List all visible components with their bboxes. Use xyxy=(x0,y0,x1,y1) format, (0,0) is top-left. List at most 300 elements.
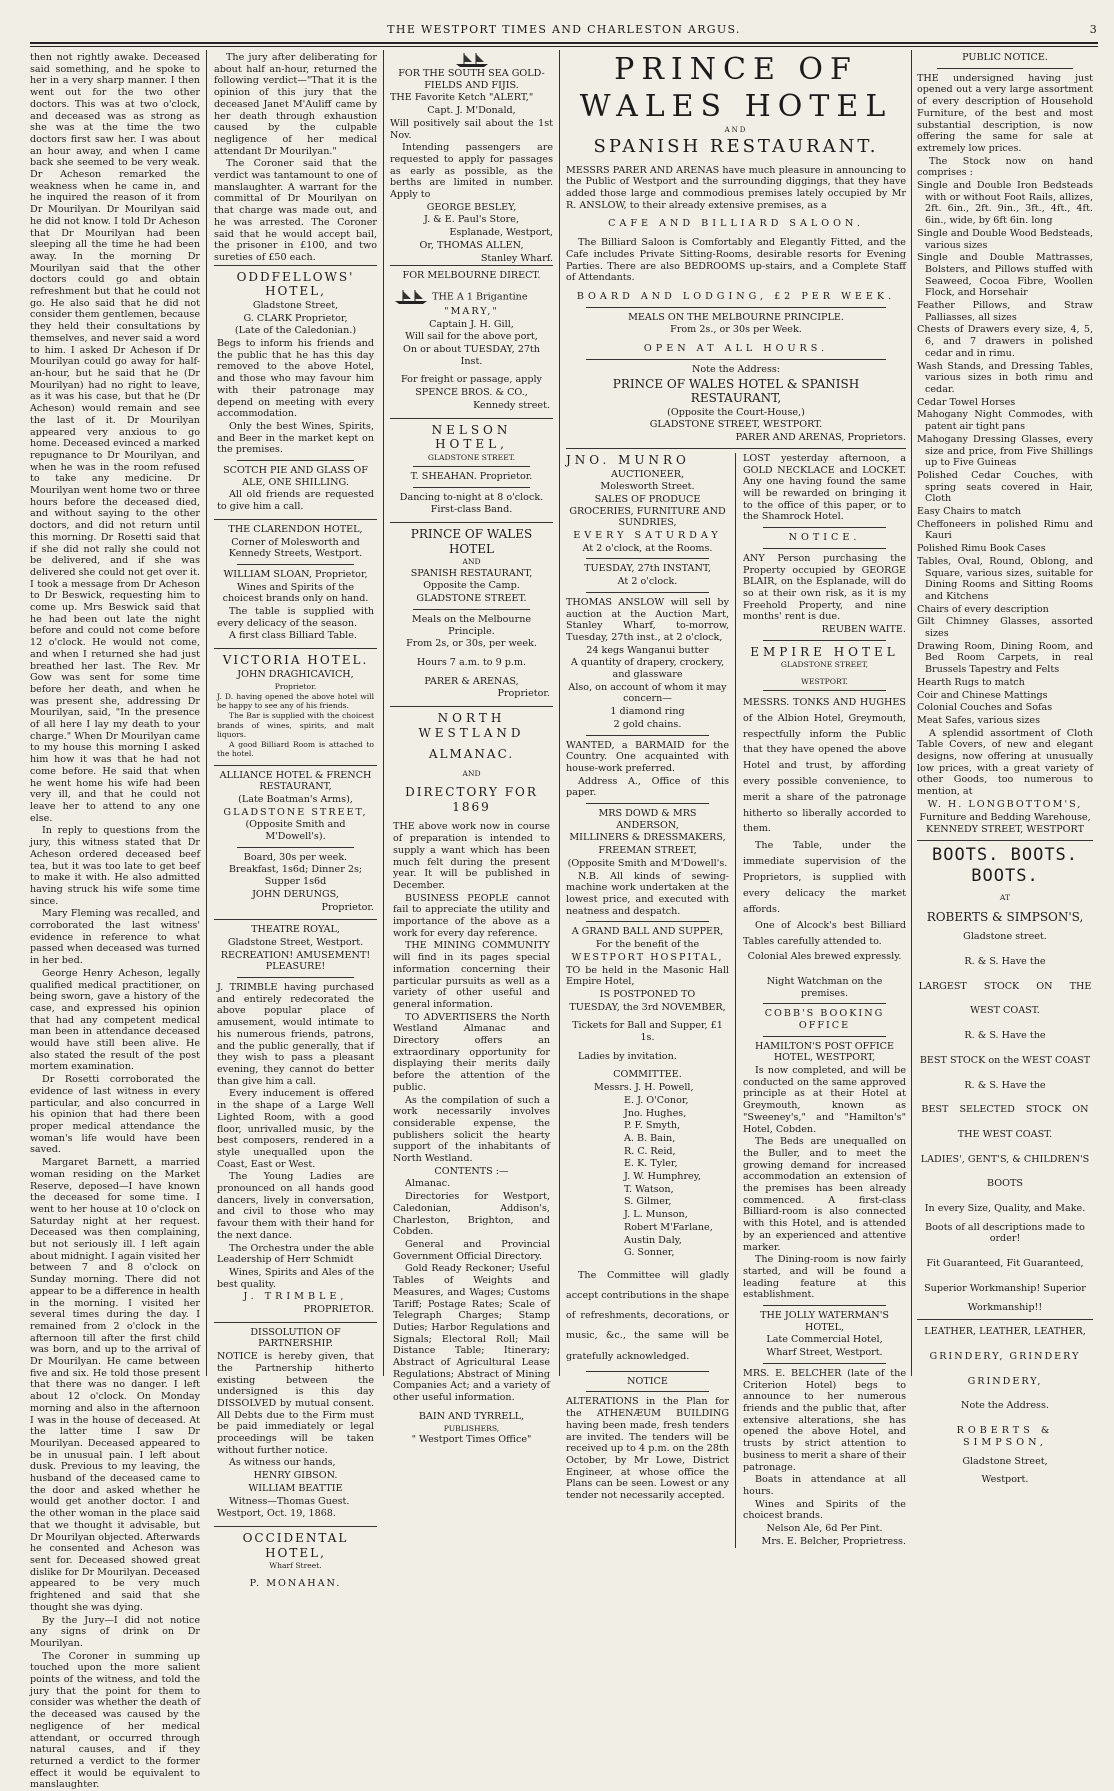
ad-body: BUSINESS PEOPLE cannot fail to appreciate the utility and importance of the above as a work for every day reference. xyxy=(393,892,550,939)
divider xyxy=(917,840,1093,841)
ad-title: VICTORIA HOTEL. xyxy=(222,653,369,668)
ad-title: BOOTS. BOOTS. BOOTS. xyxy=(931,845,1079,886)
ad-line: Proprietor. xyxy=(497,688,550,700)
list-item: Easy Chairs to match xyxy=(917,506,1021,518)
ad-line: The Stock now on hand comprises : xyxy=(917,155,1093,179)
ad-line: BOARD AND LODGING, £2 PER WEEK. xyxy=(576,291,896,302)
ad-body: Address A., Office of this paper. xyxy=(566,775,729,799)
ad-line: Wharf Street, Westport. xyxy=(766,1347,883,1359)
ad-body: Intending passengers are requested to apply for passages as early as possible, as the berths are limited in number. Apply to xyxy=(390,142,553,201)
ad-mary xyxy=(390,265,553,417)
column-rule xyxy=(383,50,384,1376)
ad-line: WESTPORT. xyxy=(801,676,848,686)
ad-line: For the benefit of the xyxy=(595,939,700,951)
ad-body: LOST yesterday afternoon, a GOLD NECKLACE and LOCKET. Any one having found the same will be rewarded on bringing it to the office of this paper, or to the Shamrock Hotel. xyxy=(743,452,906,523)
ad-body: MRS. E. BELCHER (late of the Criterion Hotel) begs to announce to her numerous friends and the public that, after extensive alterations, she has opened the above Hotel, and trusts by strict attention to business to merit a share of their patronage. xyxy=(743,1367,906,1473)
divider xyxy=(237,460,354,461)
list-item: Messrs. J. H. Powell, xyxy=(594,1082,694,1094)
ad-line: ROBERTS & SIMPSON, xyxy=(956,1425,1054,1448)
spacer xyxy=(917,1068,1093,1080)
list-item: Chests of Drawers every size, 4, 5, 6, and 7 drawers in polished cedar and in rimu. xyxy=(917,324,1093,359)
column-4-subcolumns xyxy=(566,448,906,1549)
ad-line: THE WEST COAST. xyxy=(957,1128,1053,1140)
column-rule xyxy=(559,50,560,1376)
column-4-left xyxy=(566,453,729,1549)
ad-body: J. D. having opened the above hotel will be happy to see any of his friends. xyxy=(217,691,374,711)
ad-body: Wines and Spirits of the choicest brands only on hand. xyxy=(222,581,369,605)
ad-signature: P. MONAHAN. xyxy=(249,1577,342,1589)
ad-signature: PROPRIETOR. xyxy=(303,1304,374,1316)
ad-title: ROBERTS & SIMPSON'S, xyxy=(926,909,1084,924)
list-item: Robert M'Farlane, xyxy=(624,1221,713,1233)
ad-body: THE above work now in course of preparation is intended to supply a want which has been much felt during the present year. It will be published in December. xyxy=(393,821,550,891)
column-4 xyxy=(566,52,906,1547)
ad-line: Opposite the Camp. xyxy=(423,580,520,592)
article-paragraph: The Coroner said that the verdict was tantamount to one of manslaughter. A warrant for the committal of Dr Mourilyan on that charge was made out, and he was arrested. The Coroner said that he would accept bail, the prisoner in £100, and two sureties of £50 each. xyxy=(214,158,377,263)
divider xyxy=(586,558,709,559)
ad-signature: WILLIAM BEATTIE xyxy=(248,1482,343,1494)
ad-body: The Committee will gladly accept contributions in the shape of refreshments, decorations, or music, &c., the same will be gratefully acknowledged. xyxy=(566,1269,729,1362)
masthead xyxy=(30,20,1098,40)
divider xyxy=(763,1363,886,1364)
list-item: Single and Double Mattrasses, Bolsters, and Pillows stuffed with Seaweed, Cocoa Fibre, Woollen Flock, and Horsehair xyxy=(917,252,1093,299)
ad-line: At 2 o'clock, at the Rooms. xyxy=(582,542,713,554)
divider xyxy=(763,1305,886,1306)
ad-line: WILLIAM SLOAN, Proprietor, xyxy=(223,568,368,580)
divider xyxy=(586,803,709,804)
ad-line: PARER & ARENAS, xyxy=(424,675,519,687)
ad-line: 1 diamond ring xyxy=(610,706,685,718)
ad-line: MEALS ON THE MELBOURNE PRINCIPLE. xyxy=(628,311,844,323)
ad-body: Every inducement is offered in the shape of a Large Well Lighted Room, with a good floor, unrivalled music, by the best composers, rendered in a style unequalled upon the Coast, East or West. xyxy=(217,1088,374,1170)
spacer xyxy=(917,1043,1093,1055)
ad-body: The table is supplied with every delicacy of the season. xyxy=(217,606,374,629)
list-item: E. K. Tyler, xyxy=(624,1158,678,1170)
ad-line: GLADSTONE STREET. xyxy=(416,593,527,605)
ad-line: G. CLARK Proprietor, xyxy=(243,312,348,324)
ad-line: Also, on account of whom it may concern— xyxy=(568,681,727,705)
ad-line: R. & S. Have the xyxy=(964,956,1046,968)
divider xyxy=(586,307,886,308)
list-item: T. Watson, xyxy=(624,1183,674,1195)
ad-alliance xyxy=(214,765,377,920)
ad-title: OCCIDENTAL HOTEL, xyxy=(242,1531,349,1560)
list-item: J. W. Humphrey, xyxy=(624,1171,701,1183)
divider xyxy=(763,548,886,549)
ad-body: Directories for Westport, Caledonian, Addison's, Charleston, Brighton, and Cobden. xyxy=(393,1191,550,1238)
ad-line: R. & S. Have the xyxy=(964,1030,1046,1042)
ad-line: On or about TUESDAY, 27th Inst. xyxy=(403,344,540,367)
ad-victoria xyxy=(214,648,377,764)
spacer xyxy=(917,1092,1093,1104)
ad-line: Boots of all descriptions made to order! xyxy=(925,1221,1085,1245)
ad-body: The Bar is supplied with the choicest brands of wines, spirits, and malt liquors. xyxy=(217,711,374,739)
ad-body: The Table, under the immediate supervision of the Proprietors, is supplied with every delicacy the market affords. xyxy=(743,840,906,915)
article-paragraph: Margaret Barnett, a married woman residing on the Market Reserve, deposed—I have known the deceased for some time. I went to her house at 10 o'clock on Saturday night at her request. Deceased was then complaining, but not seriously ill. I left again about midnight. I again visited her between 7 and 8 o'clock on Sunday morning. There did not appear to be a difference in health in the morning. I visited her several times during the day. I remained from 2 o'clock in the afternoon till after the first child was born, and up to the arrival of Dr Mourilyan. He came between five and six. He told those present that there was no danger. I left about 12 o'clock. On Monday morning and also in the afternoon I was in the house of deceased. At the latter time I saw Dr Mourilyan. Deceased appeared to be in unusual pain. I left about dusk. Previous to my leaving, the husband of the deceased came to the door and asked whether he would get another doctor. I and the other woman in the place said that we thought it advisable, but Dr Mourilyan objected. Afterwards he consented and Acheson was sent for. Deceased showed great dislike for Dr Mourilyan. Deceased appeared to be very much frightened and said that she thought she was dying. xyxy=(30,1157,200,1613)
ad-title: NOTICE. xyxy=(788,532,861,544)
list-item: G. Sonner, xyxy=(624,1247,675,1259)
ad-line: First-class Band. xyxy=(430,504,513,516)
divider xyxy=(586,1391,709,1392)
article-paragraph: The jury after deliberating for about half an-hour, returned the following verdict—"That it is the opinion of this jury that the deceased Janet M'Auliff came by her death through exhaustion caused by the culpable negligence of her medical attendant Dr Mourilyan." xyxy=(214,52,377,157)
spacer xyxy=(917,1364,1093,1376)
divider xyxy=(413,466,530,467)
ad-line: Proprietor. xyxy=(274,681,317,691)
divider xyxy=(586,1371,709,1372)
divider xyxy=(237,564,354,565)
ad-line: LEATHER, LEATHER, LEATHER, xyxy=(924,1326,1086,1338)
divider xyxy=(586,359,886,360)
list-item: Single and Double Iron Bedsteads with or without Foot Rails, allizes, 2ft. 6in., 2ft. 9in., 3ft., 4ft., 4ft. 6in., wide, by 6ft 6in. long xyxy=(917,180,1093,227)
list-item: Chairs of every description xyxy=(917,603,1049,615)
ad-body: Wines and Spirits of the choicest brands. xyxy=(743,1498,906,1522)
spacer xyxy=(917,1166,1093,1178)
ad-line: EVERY SATURDAY xyxy=(573,530,722,542)
ad-body: The Billiard Saloon is Comfortably and Elegantly Fitted, and the Cafe includes Private Sitting-Rooms, desirable resorts for Evening Parties. There are also BEDROOMS up-stairs, and a Complete Staff of Attendants. xyxy=(566,237,906,284)
ad-line: SPANISH RESTAURANT, xyxy=(410,567,533,579)
ad-line: (Late of the Caledonian.) xyxy=(234,325,357,337)
ad-line: MILLINERS & DRESSMAKERS, xyxy=(569,832,726,844)
ad-line: CAFE AND BILLIARD SALOON. xyxy=(608,218,864,230)
ad-line: GEORGE BESLEY, xyxy=(426,201,517,213)
ad-line: AT xyxy=(999,893,1011,903)
ad-oddfellows xyxy=(214,265,377,519)
spacer xyxy=(917,1018,1093,1030)
ad-line: Gladstone Street, xyxy=(252,299,339,311)
ad-title: NOTICE xyxy=(627,1375,668,1387)
spacer xyxy=(917,1271,1093,1283)
column-rule xyxy=(911,50,912,1376)
committee-list xyxy=(566,1082,729,1259)
ad-line: CONTENTS :— xyxy=(434,1165,509,1177)
ad-nelson xyxy=(390,418,553,523)
masthead-rule xyxy=(30,42,1098,44)
ad-line: (Late Boatman's Arms), xyxy=(238,793,353,805)
ad-signature: HENRY GIBSON. xyxy=(253,1470,338,1482)
ad-line: WEST COAST. xyxy=(970,1005,1040,1017)
spacer xyxy=(917,1246,1093,1258)
ad-title: HAMILTON'S POST OFFICE HOTEL, WESTPORT, xyxy=(754,1040,895,1064)
ad-body: MESSRS. TONKS AND HUGHES of the Albion Hotel, Greymouth, respectfully inform the Public that they have opened the above Hotel and trust, by affording every possible convenience, to merit a share of the patronage hitherto so liberally accorded to them. xyxy=(743,696,906,835)
ad-line: OPEN AT ALL HOURS. xyxy=(643,343,829,355)
ad-body: NOTICE is hereby given, that the Partnership hitherto existing between the undersigned is this day DISSOLVED by mutual consent. All Debts due to the Firm must be paid immediately or legal proceedings will be taken without further notice. xyxy=(217,1351,374,1456)
ad-title: ALMANAC. xyxy=(428,747,515,762)
ad-body: THE Favorite Ketch "ALERT," xyxy=(390,92,534,104)
ad-title: THEATRE ROYAL, xyxy=(251,924,340,936)
ad-line: AND xyxy=(724,126,748,135)
ad-subtitle: SPANISH RESTAURANT. xyxy=(593,135,879,157)
article-paragraph: The Coroner in summing up touched upon the more salient points of the witness, and told the jury that the point for them to consider was whether the death of the deceased was caused by the negligence of her medical attendant, or occurred through natural causes, and if they returned a verdict to the former effect it would be equivalent to manslaughter. xyxy=(30,1650,200,1791)
ad-body: A good Billiard Room is attached to the hotel. xyxy=(217,740,374,759)
column-rule xyxy=(206,50,207,1376)
divider xyxy=(413,609,530,610)
divider xyxy=(763,1003,886,1004)
ad-body: J. TRIMBLE having purchased and entirely redecorated the above popular place of amusement, would intimate to his numerous friends, patrons, and the public generally, that if they wish to pass a pleasant evening, they cannot do better than give him a call. xyxy=(217,982,374,1087)
article-paragraph: By the Jury—I did not notice any signs of drink on Dr Mourilyan. xyxy=(30,1614,200,1649)
ad-line: Molesworth Street. xyxy=(600,481,695,493)
ad-line: R. & S. Have the xyxy=(964,1079,1046,1091)
ad-line: Breakfast, 1s6d; Dinner 2s; Supper 1s6d xyxy=(228,864,363,888)
ad-body: ANY Person purchasing the Property occupied by GEORGE BLAIR, on the Esplanade, will do so at their own risk, as it is my Freehold Property, and nine months' rent is due. xyxy=(743,552,906,623)
list-item: Wash Stands, and Dressing Tables, various sizes in both rimu and cedar. xyxy=(917,360,1093,395)
ad-title: PUBLIC NOTICE. xyxy=(962,52,1048,63)
ad-line: Gladstone Street, xyxy=(962,1455,1048,1467)
ad-line: GRINDERY, xyxy=(967,1375,1043,1387)
ad-body: THE undersigned having just opened out a very large assortment of every description of Household Furniture, of the best and most substantial description, is now offering the same for sale at extremely low prices. xyxy=(917,72,1093,154)
ad-line: Ladies by invitation. xyxy=(578,1050,677,1062)
ad-line: KENNEDY STREET, WESTPORT xyxy=(926,824,1084,836)
divider xyxy=(413,487,530,488)
ad-theatre xyxy=(214,919,377,1322)
list-item: Coir and Chinese Mattings xyxy=(917,689,1048,701)
ad-body: The Beds are unequalled on the Buller, and to meet the growing demand for increased accommodation an extension of the premises has been already commenced. A first-class Billiard-room is also connected with this Hotel, and is attended by an experienced and attentive marker. xyxy=(743,1136,906,1253)
column-5 xyxy=(917,52,1093,1486)
spacer xyxy=(917,969,1093,981)
list-item: E. J. O'Conor, xyxy=(624,1094,689,1106)
ad-body: The Young Ladies are pronounced on all hands good dancers, lively in conversation, and civil to those who may favour them with their hand for the next dance. xyxy=(217,1171,374,1241)
ad-line: (Opposite Smith and M'Dowell's. xyxy=(567,857,728,869)
ad-body: Is now completed, and will be conducted on the same approved principle as at their Hotel at Greymouth, known as "Sweeney's," and "Hamilton's" Hotel, Cobden. xyxy=(743,1065,906,1135)
ad-body: The Orchestra under the able Leadership of Herr Schmidt xyxy=(217,1242,374,1266)
ad-line: JOHN DRAGHICAVICH, xyxy=(237,668,354,680)
ad-line: PRINCE OF WALES HOTEL & SPANISH RESTAURANT, xyxy=(612,376,860,406)
ad-body: The Dining-room is now fairly started, and will be found a leading feature at this establishment. xyxy=(743,1254,906,1301)
ad-line: COMMITTEE. xyxy=(613,1069,682,1081)
ad-title: FOR MELBOURNE DIRECT. xyxy=(402,270,541,282)
ad-line: IS POSTPONED TO xyxy=(599,988,696,1000)
ad-almanac xyxy=(390,706,553,1451)
ad-line: BEST STOCK on the WEST COAST xyxy=(919,1054,1091,1066)
article-paragraph: then not rightly awake. Deceased said something, and he spoke to her in a very sharp manner. I then went out for the two other doctors. This was at two o'clock, and deceased was as strong as she was at the time the two doctors first saw her. I was about an hour away, and when I came back she seemed to be very weak. Dr Acheson remarked the weakness when he came in, and he inquired the reason of it from Dr Mourilyan. Dr Mourilyan said he did not know. I told Dr Acheson that Dr Mourilyan had been sleeping all the time he had been away. In the morning Dr Mourilyan said that the other doctors could go and obtain refreshment but that he could not go. He also said that he did not consider them gentlemen, because they held their consultations by themselves, and never said a word to him. I asked Dr Acheson if Dr Mourilyan could go away for half-an-hour, but he said that he (Dr Mourilyan) had no right to leave, as it was his case, but that he (Dr Acheson) would remain and see the last of it. Dr Mourilyan appeared very anxious to go home. Deceased evinced a marked repugnance to Dr Mourilyan, and when he was in the room refused to take any medicine. Dr Mourilyan went home two or three hours before the deceased died, and without saying to the other doctors, and did not return until this morning. Dr Rosetti said that if she did not rally she could not be delivered, and if she was delivered she could not get over it. I took a message from Dr Acheson to Dr Beswick, requesting him to come up. Mrs Beswick said that he had been out late the night before and could not come before 12 o'clock. He would not come, and when I returned she had just breathed her last. The Rev. Mr Gow was sent for some time before her death, and when he was present she, addressing Dr Mourilyan, said, "In the presence of all here I lay my death to your charge." When Dr Mourilyan came to my house this morning I asked him how it was that he had not come before. He said that when he went home his wife had been very ill, and that he could not leave her to attend to any one else. xyxy=(30,52,200,824)
spacer xyxy=(917,1191,1093,1203)
ad-prince-of-wales xyxy=(566,52,906,444)
ad-line: PUBLISHERS, xyxy=(443,1423,500,1433)
list-item: Hearth Rugs to match xyxy=(917,676,1025,688)
ad-line: Stanley Wharf. xyxy=(480,252,553,264)
ad-body: Only the best Wines, Spirits, and Beer in the market kept on the premises. xyxy=(217,420,374,456)
ad-body: TO ADVERTISERS the North Westland Almanac and Directory offers an extraordinary opportunity for displaying their merits daily before the attention of the public. xyxy=(393,1011,550,1093)
ad-signature: J. TRIMBLE, xyxy=(243,1291,348,1303)
spacer xyxy=(917,944,1093,956)
list-item: Polished Rimu Book Cases xyxy=(917,543,1046,555)
ad-line: (Opposite the Court-House,) xyxy=(667,406,805,418)
list-item: Feather Pillows, and Straw Palliasses, all sizes xyxy=(917,300,1093,323)
ad-body: Will positively sail about the 1st Nov. xyxy=(390,117,553,141)
ad-title: EMPIRE HOTEL xyxy=(750,644,899,659)
ad-body: Boats in attendance at all hours. xyxy=(743,1474,906,1497)
ad-line: Note the Address: xyxy=(691,363,781,375)
ad-line: Board, 30s per week. xyxy=(243,851,348,863)
list-item: S. Gilmer, xyxy=(624,1196,672,1208)
article-paragraph: Dr Rosetti corroborated the evidence of last witness in every particular, and also concurred in his opinion that had there been proper medical attendance the woman's life would have been saved. xyxy=(30,1074,200,1156)
ad-line: Captain J. H. Gill, xyxy=(429,318,514,330)
ad-line: AND xyxy=(462,768,481,778)
ad-body: One of Alcock's best Billiard Tables carefully attended to. xyxy=(743,920,906,948)
ad-body: THOMAS ANSLOW will sell by auction at the Auction Mart, Stanley Wharf, to-morrow, Tuesday, 27th inst., at 2 o'clock, xyxy=(566,596,729,643)
divider xyxy=(237,847,354,848)
column-2 xyxy=(214,52,377,1589)
ad-clarendon xyxy=(214,519,377,648)
list-item: A. B. Bain, xyxy=(624,1132,676,1144)
spacer xyxy=(917,1339,1093,1351)
ad-line xyxy=(393,289,550,305)
ad-line: GLADSTONE STREET. xyxy=(427,452,516,462)
ad-line: Note the Address. xyxy=(961,1400,1049,1412)
list-item: Drawing Room, Dining Room, and Bed Room Carpets, in real Brussels Tapestry and Felts xyxy=(917,640,1093,676)
ad-line: Tickets for Ball and Supper, £1 1s. xyxy=(572,1020,723,1044)
ad-signature: REUBEN WAITE. xyxy=(821,624,906,636)
ad-line: Westport, Oct. 19, 1868. xyxy=(217,1508,336,1520)
ad-body: General and Provincial Government Official Directory. xyxy=(393,1239,550,1262)
ad-line: In every Size, Quality, and Make. xyxy=(924,1203,1086,1215)
list-item: Jno. Hughes, xyxy=(624,1107,687,1119)
ad-body: THE A 1 Brigantine xyxy=(432,291,528,303)
ad-line: 24 kegs Wanganui butter xyxy=(586,644,709,656)
ad-body: All old friends are requested to give him a call. xyxy=(217,489,374,513)
ad-line: FREEMAN STREET, xyxy=(598,845,697,857)
ad-line: BOOTS xyxy=(987,1178,1023,1190)
ad-line: PARER AND ARENAS, Proprietors. xyxy=(735,432,906,444)
page-number: 3 xyxy=(1089,23,1098,36)
ad-line: BAIN AND TYRRELL, xyxy=(418,1410,525,1422)
ad-line: Superior Workmanship! Superior xyxy=(924,1282,1086,1294)
ad-line: Fit Guaranteed, Fit Guaranteed, xyxy=(926,1258,1084,1270)
ship-icon-row xyxy=(390,52,553,68)
ad-line: Nelson Ale, 6d Per Pint. xyxy=(766,1523,883,1535)
list-item: Gilt Chimney Glasses, assorted sizes xyxy=(917,616,1093,640)
ad-line: Corner of Molesworth and Kennedy Streets, Westport. xyxy=(228,536,363,560)
ad-body: N.B. All kinds of sewing-machine work undertaken at the lowest price, and executed with neatness and despatch. xyxy=(566,870,729,917)
list-item: A splendid assortment of Cloth Table Covers, of new and elegant designs, now offering at unusually low prices, with a great variety of other Goods, too numerous to mention, at xyxy=(917,727,1093,798)
ad-line: AUCTIONEER, xyxy=(610,468,685,480)
ad-body: MESSRS PARER AND ARENAS have much pleasure in announcing to the Public of Westport and the surrounding diggings, that they have added those large and commodious premises lately occupied by Mr R. ANSLOW, to their already extensive premises, as a xyxy=(566,164,906,211)
list-item: Colonial Couches and Sofas xyxy=(917,702,1053,714)
spacer xyxy=(917,1142,1093,1154)
divider xyxy=(586,921,709,922)
ad-line: WESTPORT HOSPITAL, xyxy=(571,951,724,963)
ad-title: A GRAND BALL AND SUPPER, xyxy=(571,926,724,938)
ad-line: Capt. J. M'Donald, xyxy=(427,105,516,117)
ad-title: DISSOLUTION OF PARTNERSHIP. xyxy=(250,1326,341,1350)
ad-body: Wines, Spirits and Ales of the best quality. xyxy=(217,1266,374,1290)
ad-line: Will sail for the above port, xyxy=(405,331,538,343)
list-item: Single and Double Wood Bedsteads, various sizes xyxy=(917,227,1093,251)
ad-line: Wharf Street. xyxy=(269,1561,322,1571)
divider xyxy=(763,640,886,641)
divider xyxy=(937,68,1073,69)
ad-prince-of-wales-small xyxy=(390,522,553,706)
ad-title: THE JOLLY WATERMAN'S HOTEL, xyxy=(760,1310,889,1333)
ad-line: GLADSTONE STREET, WESTPORT. xyxy=(649,419,823,431)
ad-title: SCOTCH PIE AND GLASS OF ALE, ONE SHILLING. xyxy=(223,465,368,488)
article-paragraph: In reply to questions from the jury, this witness stated that Dr Acheson ordered deceased beef tea, but it was too late to get beef to make it with. He also admitted having struck his wife some time since. xyxy=(30,825,200,907)
ad-line: Colonial Ales brewed expressly. xyxy=(747,951,902,963)
ad-line: TUESDAY, 27th INSTANT, xyxy=(584,563,711,575)
ad-line: " Westport Times Office" xyxy=(411,1433,532,1445)
divider xyxy=(763,690,886,691)
ad-body: A first class Billiard Table. xyxy=(229,630,357,642)
ad-line: Gladstone Street, Westport. xyxy=(227,936,364,948)
ad-line: LARGEST STOCK ON THE xyxy=(918,980,1092,992)
ad-line: SPENCE BROS. & CO., xyxy=(415,387,528,399)
spacer xyxy=(917,1388,1093,1400)
ad-line: From 2s., or 30s per Week. xyxy=(670,324,802,336)
column-4-right xyxy=(743,453,906,1549)
ad-title: FOR THE SOUTH SEA GOLD-FIELDS AND FIJIS. xyxy=(398,68,545,91)
ad-title: W. H. LONGBOTTOM'S, xyxy=(927,798,1083,810)
list-item: J. L. Munson, xyxy=(624,1209,688,1221)
ad-line: Esplanade, Westport, xyxy=(449,227,553,239)
divider xyxy=(237,977,354,978)
spacer xyxy=(917,1117,1093,1129)
list-item: Mahogany Dressing Glasses, every size and price, from Five Shillings up to Five Guineas xyxy=(917,433,1093,469)
ad-line: For freight or passage, apply xyxy=(401,374,542,386)
list-item: Austin Daly, xyxy=(624,1234,682,1246)
list-item: Cheffoneers in polished Rimu and Kauri xyxy=(917,518,1093,542)
ad-signature: Mrs. E. Belcher, Proprietress. xyxy=(761,1535,906,1547)
divider xyxy=(917,1319,1093,1320)
ad-line: At 2 o'clock. xyxy=(617,576,678,588)
list-item: Mahogany Night Commodes, with patent air tight pans xyxy=(917,409,1093,433)
ad-line: 2 gold chains. xyxy=(613,718,682,730)
ad-line: T. SHEAHAN. Proprietor. xyxy=(410,471,533,483)
divider xyxy=(586,592,709,593)
list-item: Polished Cedar Couches, with spring seats covered in Hair, Cloth xyxy=(917,469,1093,505)
ad-line: Witness—Thomas Guest. xyxy=(229,1495,350,1507)
article-paragraph: Mary Fleming was recalled, and corroborated the last witness' evidence in reference to what passed when deceased was turned in her bed. xyxy=(30,908,200,967)
ad-line: As witness our hands, xyxy=(229,1457,336,1469)
ad-title: PRINCE OF WALES HOTEL xyxy=(410,527,533,556)
column-3 xyxy=(390,52,553,1445)
article-paragraph: George Henry Acheson, legally qualified medical practitioner, on being sworn, gave a history of the case, and expressed his opinion that had any competent medical man been in attendance deceased would have still been alive. He also stated the result of the post mortem examination. xyxy=(30,967,200,1073)
ad-body: THE MINING COMMUNITY will find in its pages special information concerning their particular pursuits as well as a variety of other useful and general information. xyxy=(393,940,550,1010)
ad-line: SALES OF PRODUCE GROCERIES, FURNITURE AND SUNDRIES, xyxy=(569,493,726,529)
divider xyxy=(763,527,886,528)
ad-line: Kennedy street. xyxy=(473,399,550,411)
ad-line: Furniture and Bedding Warehouse, xyxy=(919,811,1091,823)
ad-line: GLADSTONE STREET, xyxy=(223,806,368,818)
column-1 xyxy=(30,52,200,1791)
ad-line: LADIES', GENT'S, & CHILDREN'S xyxy=(920,1153,1090,1165)
ad-line: J. & E. Paul's Store, xyxy=(423,214,519,226)
ad-body: As the compilation of such a work necessarily involves considerable expense, the publishers solicit the hearty support of the inhabitants of North Westland. xyxy=(393,1094,550,1165)
spacer xyxy=(743,964,906,976)
ad-body: Gold Ready Reckoner; Useful Tables of Weights and Measures, and Wages; Customs Tariff; Postage Rates; Scale of Telegraph Charges; Stamp Duties; Harbor Regulations and Signals; Electoral Roll; Mail Distance Table; Itinerary; Abstract of Agricultural Lease Regulations; Abstract of Mining Companies Act; and a variety of other useful information. xyxy=(393,1263,550,1404)
ship-icon xyxy=(454,52,490,68)
ad-body: ALTERATIONS in the Plan for the ATHENÆUM BUILDING having been made, fresh tenders are invited. The tenders will be received up to 4 p.m. on the 28th October, by Mr Lowe, District Engineer, at whose office the Plans can be seen. Lowest or any tender not necessarily accepted. xyxy=(566,1396,729,1502)
ad-line: GRINDERY, GRINDERY xyxy=(929,1351,1081,1362)
ad-occidental xyxy=(214,1526,377,1595)
list-item: Cedar Towel Horses xyxy=(917,396,1016,408)
ad-body: WANTED, a BARMAID for the Country. One acquainted with house-work preferred. xyxy=(566,739,729,774)
spacer xyxy=(917,993,1093,1005)
ad-line: (Opposite Smith and M'Dowell's). xyxy=(245,819,346,843)
ad-body: Begs to inform his friends and the public that he has this day removed to the above Hotel, and those who may favour him with their patronage may depend on meeting with every accommodation. xyxy=(217,338,374,420)
ad-line: A quantity of drapery, crockery, and glassware xyxy=(570,657,725,681)
furniture-list xyxy=(917,180,1093,798)
ad-line: TUESDAY, the 3rd NOVEMBER, xyxy=(569,1001,726,1013)
ad-line: RECREATION! AMUSEMENT! PLEASURE! xyxy=(220,949,371,973)
ad-title: ALLIANCE HOTEL & FRENCH RESTAURANT, xyxy=(219,769,372,793)
masthead-rule-thin xyxy=(30,46,1098,47)
masthead-title: THE WESTPORT TIMES AND CHARLESTON ARGUS. xyxy=(387,23,741,37)
ad-line: Westport. xyxy=(981,1474,1029,1486)
divider xyxy=(586,735,709,736)
ad-line: Or, THOMAS ALLEN, xyxy=(419,239,524,251)
ad-title: NELSON HOTEL, xyxy=(431,422,512,452)
ad-line: GLADSTONE STREET, xyxy=(780,660,869,670)
list-item: Meat Safes, various sizes xyxy=(917,714,1041,726)
